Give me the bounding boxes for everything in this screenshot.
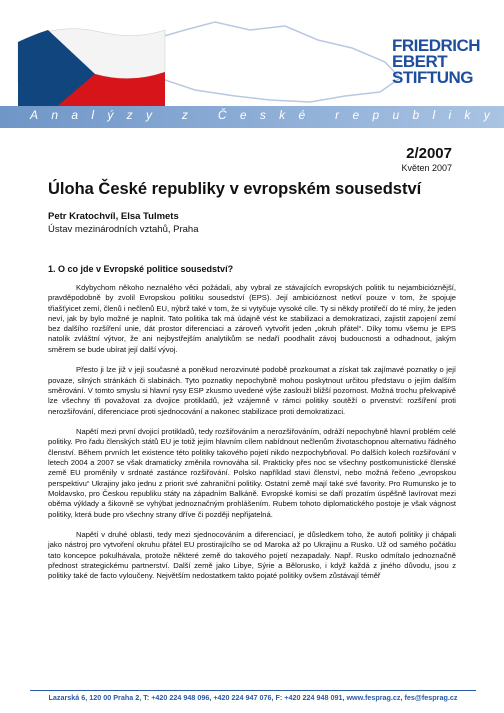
issue-date: Květen 2007 — [401, 163, 452, 173]
series-letter — [165, 108, 168, 126]
series-letter: r — [335, 108, 340, 122]
series-letter: s — [259, 108, 266, 122]
header-banner — [0, 0, 504, 140]
series-letter: e — [352, 108, 360, 122]
paragraph: Kdybychom někoho neznalého věci požádali, aby vybral ze stávajících evropských politik tu nejambicióznější, pravděpodobně by zvolil Evropskou politiku sousedství (EPS). Její ambicióznost netkví pouze v tom, že spojuje třiašťyicet zemí, členů i nečlenů EU, nýbrž také v tom, že si vytyčuje vysoké cíle. Ty si někdy protiřečí do té míry, že jeden neví, jak by bylo možné je naplnit. Tato politika tak má údajně vést ke stabilizaci a demokratizaci, zajistit zapojení zemí bez dalšího rozšíření unie, dát prostor diferenciaci a zároveň vytvořit jeden „okruh přátel“. Díky tomu všemu je EPS natolik zvláštní výtvor, že ani nejbystřejším analytikům se nedaří poodhalit závoj budoucnosti a odhadnout, jakým směrem se bude ubírat její další vývoj. — [48, 283, 456, 354]
series-letter: y — [145, 108, 152, 122]
paragraph: Přesto ji lze již v její současné a poněkud nerozvinuté podobě prozkoumat a získat tak zajímavé poznatky o její povaze, silných stránkách či slabinách. Tyto poznatky nepochybně mohou poskytnout určitou představu o jejím dalším směrování. V tomto smyslu si hlavní rysy ESP zkusmo uvedené výše zaslouží bližší pozornost. Možná trochu překvapivě lze všechny tři považovat za dvojice protikladů, jež vzájemně v rámci politiky soutěží o prvenství: rozšíření proti nerozšiřování, diferenciace proti sjednocování a nakonec stabilizace proti demokratizaci. — [48, 365, 456, 416]
footer-divider — [30, 690, 476, 691]
series-letter — [318, 108, 321, 126]
series-letter: A — [30, 108, 39, 122]
series-letter: ý — [107, 108, 114, 122]
body-text — [48, 283, 456, 592]
series-letter: é — [298, 108, 306, 122]
czech-map-outline — [150, 22, 400, 102]
document-title: Úloha České republiky v evropském sousedství — [48, 180, 422, 198]
series-letter: n — [51, 108, 59, 122]
fes-logo — [392, 38, 488, 86]
issue-info — [401, 145, 452, 173]
series-letter: p — [372, 108, 380, 122]
logo-line-1: FRIEDRICH — [392, 36, 481, 55]
series-letter: l — [91, 108, 94, 122]
section-heading: 1. O co jde v Evropské politice sousedství? — [48, 264, 234, 274]
series-letter: i — [448, 108, 452, 122]
paragraph: Napětí mezi první dvojicí protikladů, tedy rozšiřováním a nerozšiřováním, odráží nepochybně hlavní problém celé politiky. Pro řadu členských států EU je totiž jejím hlavním cílem nabídnout nečlenům životaschopnou alternativu řádného členství. Během prvních let existence této politiky takového pojetí nikdo nezpochybňoval. Po dalších kolech rozšiřování v letech 2004 a 2007 se však dramaticky změnila rovnováha sil. Prakticky přes noc se všechny postkomunistické členské země EU proměnily v srdnaté zastánce rozšiřování. Polsko například stavi členství, nebo možná řečeno „evropskou perspektivu“ Ukrajiny jako jednu z priorit své zahraniční politiky. Ostatní země mají také své favority. Pro Rumunsko je to Moldavsko, pro Českou republiku státy na západním Balkáně. Evropské komisi se daří prozatím úspěšně lavírovat mezi oběma výklady a šikovně se vyhýbat jednoznačným prohlášením. Rubem tohoto diplomatického postoje je však vágnost politiky, která bude pro všechny strany dříve či později nepřijatelná. — [48, 427, 456, 519]
institute: Ústav mezinárodních vztahů, Praha — [48, 224, 199, 235]
series-title — [30, 108, 490, 126]
series-letter: z — [126, 108, 133, 122]
series-letter: y — [483, 108, 490, 122]
paragraph: Napětí v druhé oblasti, tedy mezi sjednocováním a diferenciací, je důsledkem toho, že autoři politiky ji chápali jako nástroj pro vytvoření okruhu přátel EU prostirajícího se od Maroka až po Ukrajinu a Rusko. Už od samého počátku tato koncepce pokulhávala, protože některé země do takového pojetí nezapadaly. Např. Rusko odmítalo jednoznačně přednost strategickému partnerství. Další země jako Libye, Sýrie a Bělorusko, i když každá z jiného důvodu, jsou z politiky také de facto vyloučeny. Největším nedostatkem takto pojaté politiky ovšem zůstávají téměř — [48, 530, 456, 581]
series-letter: u — [392, 108, 400, 122]
series-letter: z — [181, 108, 188, 122]
series-letter: l — [432, 108, 436, 122]
series-letter — [201, 108, 204, 126]
series-letter: Č — [217, 108, 227, 122]
series-letter: k — [464, 108, 471, 122]
logo-line-2: EBERT — [392, 52, 448, 71]
series-letter: k — [279, 108, 286, 122]
authors: Petr Kratochvíl, Elsa Tulmets — [48, 211, 179, 222]
series-letter: b — [412, 108, 420, 122]
footer-contact: Lazarská 6, 120 00 Praha 2, T: +420 224 948 096, +420 224 947 076, F: +420 224 948 091, www.fesprag.cz, fes@fesprag.cz — [48, 693, 458, 702]
series-letter: a — [71, 108, 79, 122]
issue-number: 2/2007 — [406, 145, 452, 162]
series-letter: e — [239, 108, 247, 122]
logo-line-3: STIFTUNG — [392, 68, 473, 87]
